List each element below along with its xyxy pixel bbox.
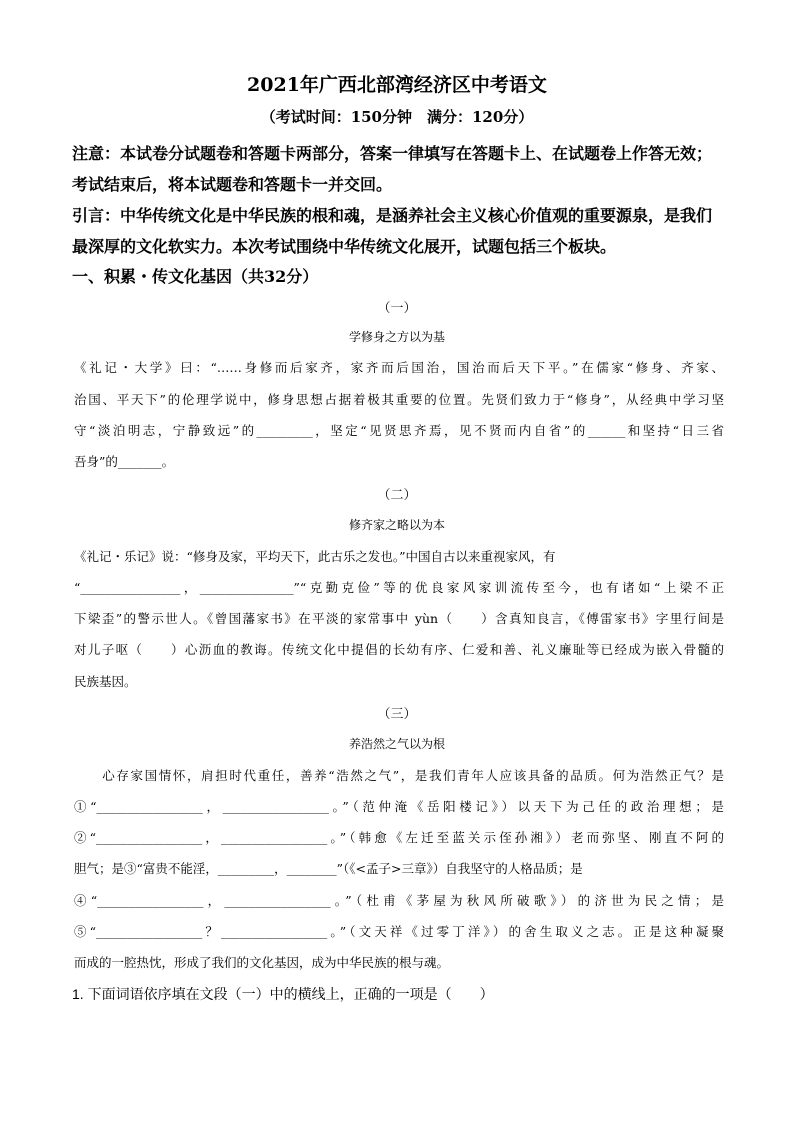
section-title: 修齐家之略以为本 (348, 518, 445, 532)
section-title: 养浩然之气以为根 (348, 737, 445, 751)
paragraph-line: 吾身”的_______。 (74, 454, 175, 469)
paragraph-line: 《礼记・大学》曰：“……身修而后家齐，家齐而后国治，国治而后天下平。”在儒家“修身、齐家、 (74, 360, 724, 375)
paragraph-line: ①“_________________，_________________。”（范仲淹《岳阳楼记》）以天下为己任的政治理想；是 (74, 799, 724, 814)
section-number: （一） (377, 301, 417, 316)
paragraph-line: ④“_________________，_________________。”（杜甫《茅屋为秋风所破歌》）的济世为民之情；是 (74, 893, 724, 908)
page-title: 2021年广西北部湾经济区中考语文 (247, 74, 547, 96)
section-title: 学修身之方以为基 (348, 330, 445, 344)
intro-line-2: 最深厚的文化软实力。本次考试围绕中华传统文化展开，试题包括三个板块。 (72, 237, 617, 256)
notice-line-2: 考试结束后，将本试题卷和答题卡一并交回。 (72, 175, 393, 194)
section-number: （二） (377, 488, 417, 503)
intro-line-1: 引言：中华传统文化是中华民族的根和魂，是涵养社会主义核心价值观的重要源泉，是我们 (72, 206, 713, 225)
paragraph-line: ⑤“_________________？_________________。”（文天祥《过零丁洋》）的舍生取义之志。正是这种凝聚 (74, 924, 724, 939)
part-heading: 一、积累・传文化基因（共32分） (72, 267, 319, 286)
paragraph-line: 对儿子呕（ ）心沥血的教诲。传统文化中提倡的长幼有序、仁爱和善、礼义廉耻等已经成为嵌入骨髓的 (74, 642, 724, 657)
paragraph-line: “________________，_______________”“克勤克俭”等的优良家风家训流传至今，也有诸如“上梁不正 (74, 580, 724, 595)
exam-info: （考试时间：150分钟 满分：120分） (260, 108, 534, 126)
paragraph-line: 胆气；是③“富贵不能淫，_________，________”（《<孟子>三章》）自我坚守的人格品质；是 (74, 861, 583, 876)
notice-line-1: 注意：本试卷分试题卷和答题卡两部分，答案一律填写在答题卡上、在试题卷上作答无效； (72, 144, 713, 163)
paragraph-line: 守“淡泊明志，宁静致远”的_________，坚定“见贤思齐焉，见不贤而内自省”的______和坚持“日三省 (74, 423, 724, 438)
paragraph-line: 民族基因。 (74, 674, 137, 689)
question-stem: 1. 下面词语依序填在文段（一）中的横线上，正确的一项是（ ） (72, 986, 494, 1002)
paragraph-line: 《礼记・乐记》说：“修身及家，平均天下，此古乐之发也。”中国自古以来重视家风，有 (74, 549, 556, 564)
paragraph-line: ②“_________________，_________________。”（韩愈《左迁至蓝关示侄孙湘》）老而弥坚、刚直不阿的 (74, 830, 724, 845)
paragraph-line: 下梁歪”的警示世人。《曾国藩家书》在平淡的家常事中 yùn（ ）含真知良言，《傅雷家书》字里行间是 (74, 611, 724, 626)
paragraph-line: 治国、平天下”的伦理学说中，修身思想占据着极其重要的位置。先贤们致力于“修身”，从经典中学习坚 (74, 392, 724, 407)
section-number: （三） (377, 707, 417, 722)
paragraph-line: 心存家国情怀，肩担时代重任，善养“浩然之气”，是我们青年人应该具备的品质。何为浩然正气？是 (74, 768, 724, 783)
paragraph-line: 而成的一腔热忱，形成了我们的文化基因，成为中华民族的根与魂。 (74, 955, 450, 970)
